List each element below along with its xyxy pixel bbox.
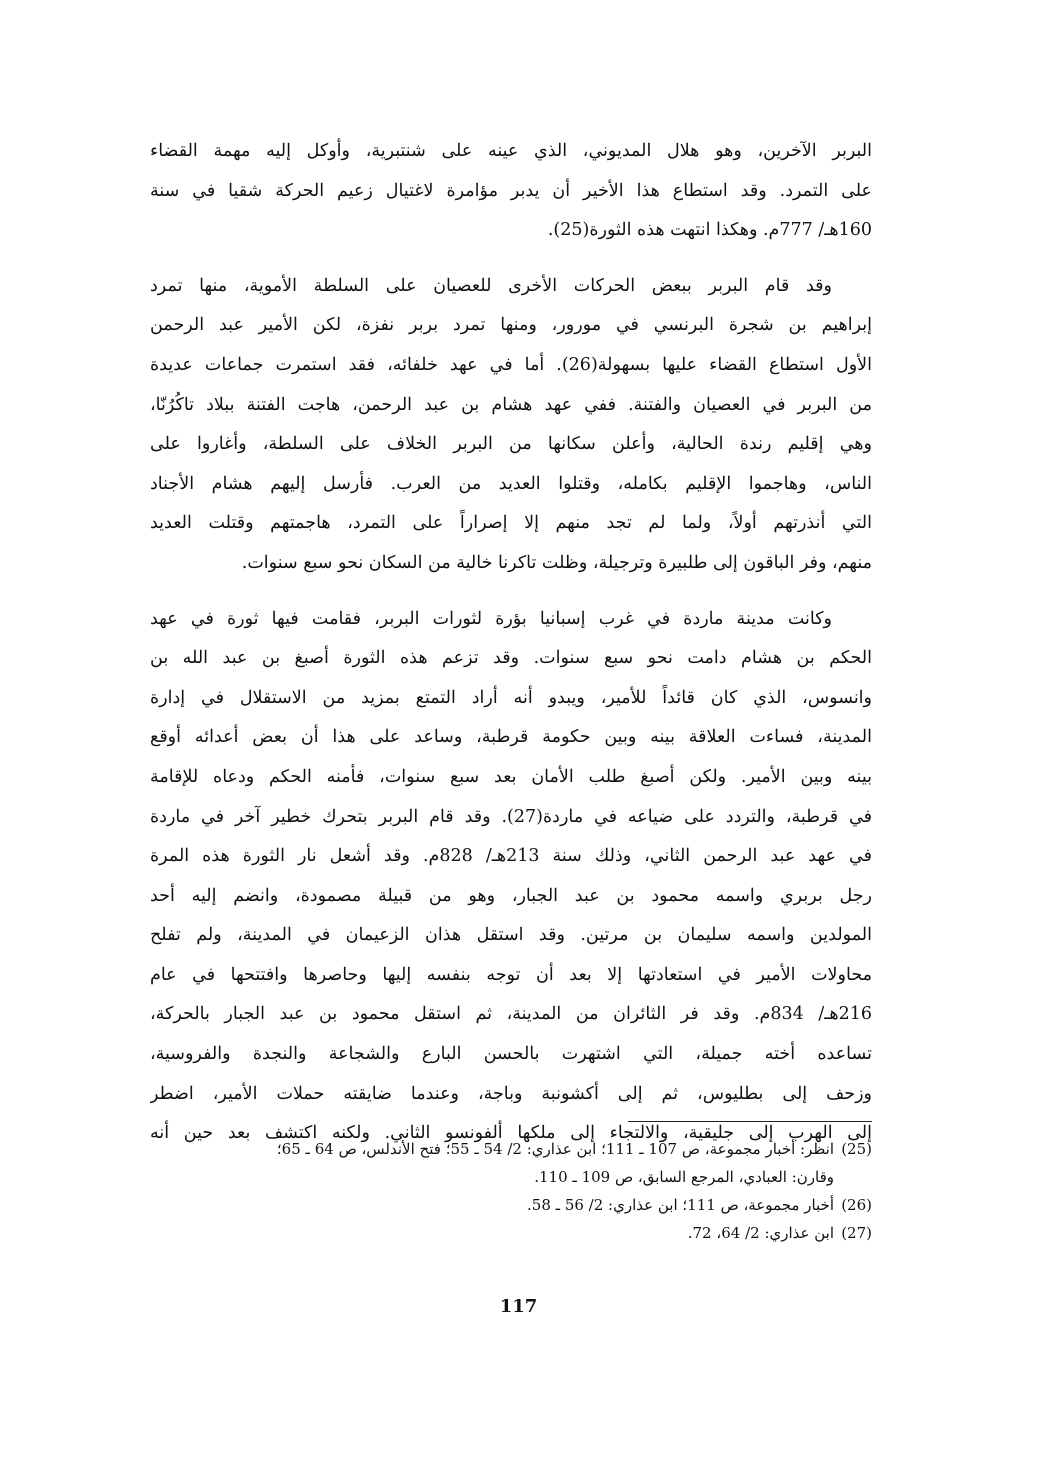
footnote-26 xyxy=(230,1191,872,1219)
page-number: 117 xyxy=(499,1296,538,1317)
text-line: من البربر في العصيان والفتنة. ففي عهد هشام بن عبد الرحمن، هاجت الفتنة ببلاد تاكُرُنّا، xyxy=(150,394,872,415)
main-text xyxy=(150,132,872,1170)
text-line: بينه وبين الأمير. ولكن أصبغ طلب الأمان بعد سبع سنوات، فأمنه الحكم ودعاه للإقامة xyxy=(150,766,872,787)
text-line: 216هـ/ 834م. وقد فر الثائران من المدينة، ثم استقل محمود بن عبد الجبار بالحركة، xyxy=(150,1004,872,1025)
footnote-number: (26) xyxy=(841,1196,872,1214)
text-line: البربر الآخرين، وهو هلال المديوني، الذي عينه على شنتبرية، وأوكل إليه مهمة القضاء xyxy=(150,141,872,161)
footnote-number: (25) xyxy=(841,1140,872,1158)
text-line: وهي إقليم رندة الحالية، وأعلن سكانها من البربر الخلاف على السلطة، وأغاروا على xyxy=(150,434,872,455)
text-line: المدينة، فساءت العلاقة بينه وبين حكومة قرطبة، وساعد على هذا أن بعض أعدائه أوقع xyxy=(150,727,872,748)
text-line: الأول استطاع القضاء عليها بسهولة(26). أما في عهد خلفائه، فقد استمرت جماعات عديدة xyxy=(150,354,872,375)
footnote-27 xyxy=(230,1219,872,1247)
text-line: منهم، وفر الباقون إلى طلبيرة وترجيلة، وظلت تاكرنا خالية من السكان نحو سبع سنوات. xyxy=(241,552,872,573)
text-line: على التمرد. وقد استطاع هذا الأخير أن يدبر مؤامرة لاغتيال زعيم الحركة شقيا في سنة xyxy=(150,180,872,201)
text-line: رجل بربري واسمه محمود بن عبد الجبار، وهو من قبيلة مصمودة، وانضم إليه أحد xyxy=(150,885,872,906)
text-line: تساعده أخته جميلة، التي اشتهرت بالحسن البارع والشجاعة والنجدة والفروسية، xyxy=(150,1044,872,1065)
text-line: الناس، وهاجموا الإقليم بكامله، وقتلوا العديد من العرب. فأرسل إليهم هشام الأجناد xyxy=(150,473,872,494)
text-line: وكانت مدينة ماردة في غرب إسبانيا بؤرة لثورات البربر، فقامت فيها ثورة في عهد xyxy=(150,608,832,629)
text-line: الحكم بن هشام دامت نحو سبع سنوات. وقد تزعم هذه الثورة أصبغ بن عبد الله بن xyxy=(150,648,872,669)
text-line: وقد قام البربر ببعض الحركات الأخرى للعصيان على السلطة الأموية، منها تمرد xyxy=(150,275,832,296)
paragraph-3 xyxy=(150,600,872,1154)
text-line: محاولات الأمير في استعادتها إلا بعد أن توجه بنفسه إليها وحاصرها وافتتحها في عام xyxy=(150,964,872,985)
text-line: 160هـ/ 777م. وهكذا انتهت هذه الثورة(25). xyxy=(547,220,872,241)
footnotes xyxy=(230,1135,872,1247)
text-line: إلى الهرب إلى جليقية، والالتجاء إلى ملكها ألفونسو الثاني. ولكنه اكتشف بعد حين أنه xyxy=(150,1123,872,1144)
text-line: إبراهيم بن شجرة البرنسي في مورور، ومنها تمرد بربر نفزة، لكن الأمير عبد الرحمن xyxy=(150,315,872,336)
text-line: وانسوس، الذي كان قائداً للأمير، ويبدو أنه أراد التمتع بمزيد من الاستقلال في إدارة xyxy=(150,687,872,708)
footnote-text: ابن عذاري: 2/ 64، 72. xyxy=(687,1224,834,1242)
footnote-text: انظر: أخبار مجموعة، ص 107 ـ 111؛ ابن عذاري: 2/ 54 ـ 55؛ فتح الأندلس، ص 64 ـ 65؛ xyxy=(276,1140,834,1158)
text-line: في قرطبة، والتردد على ضياعه في ماردة(27). وقد قام البربر بتحرك خطير آخر في ماردة xyxy=(150,806,872,827)
text-line: وزحف إلى بطليوس، ثم إلى أكشونبة وباجة، وعندما ضايقته حملات الأمير، اضطر xyxy=(150,1083,872,1104)
footnote-continuation: وقارن: العبادي، المرجع السابق، ص 109 ـ 110. xyxy=(534,1168,834,1186)
footnote-text: أخبار مجموعة، ص 111؛ ابن عذاري: 2/ 56 ـ 58. xyxy=(527,1196,834,1214)
text-line: المولدين واسمه سليمان بن مرتين. وقد استقل هذان الزعيمان في المدينة، ولم تفلح xyxy=(150,925,872,946)
footnote-25 xyxy=(230,1135,872,1163)
paragraph-1 xyxy=(150,132,872,251)
paragraph-2 xyxy=(150,267,872,584)
footnote-number: (27) xyxy=(841,1224,872,1242)
text-line: التي أنذرتهم أولاً، ولما لم تجد منهم إلا إصراراً على التمرد، هاجمتهم وقتلت العديد xyxy=(150,513,872,534)
footnote-divider xyxy=(628,1121,872,1122)
text-line: في عهد عبد الرحمن الثاني، وذلك سنة 213هـ/ 828م. وقد أشعل نار الثورة هذه المرة xyxy=(150,846,872,867)
